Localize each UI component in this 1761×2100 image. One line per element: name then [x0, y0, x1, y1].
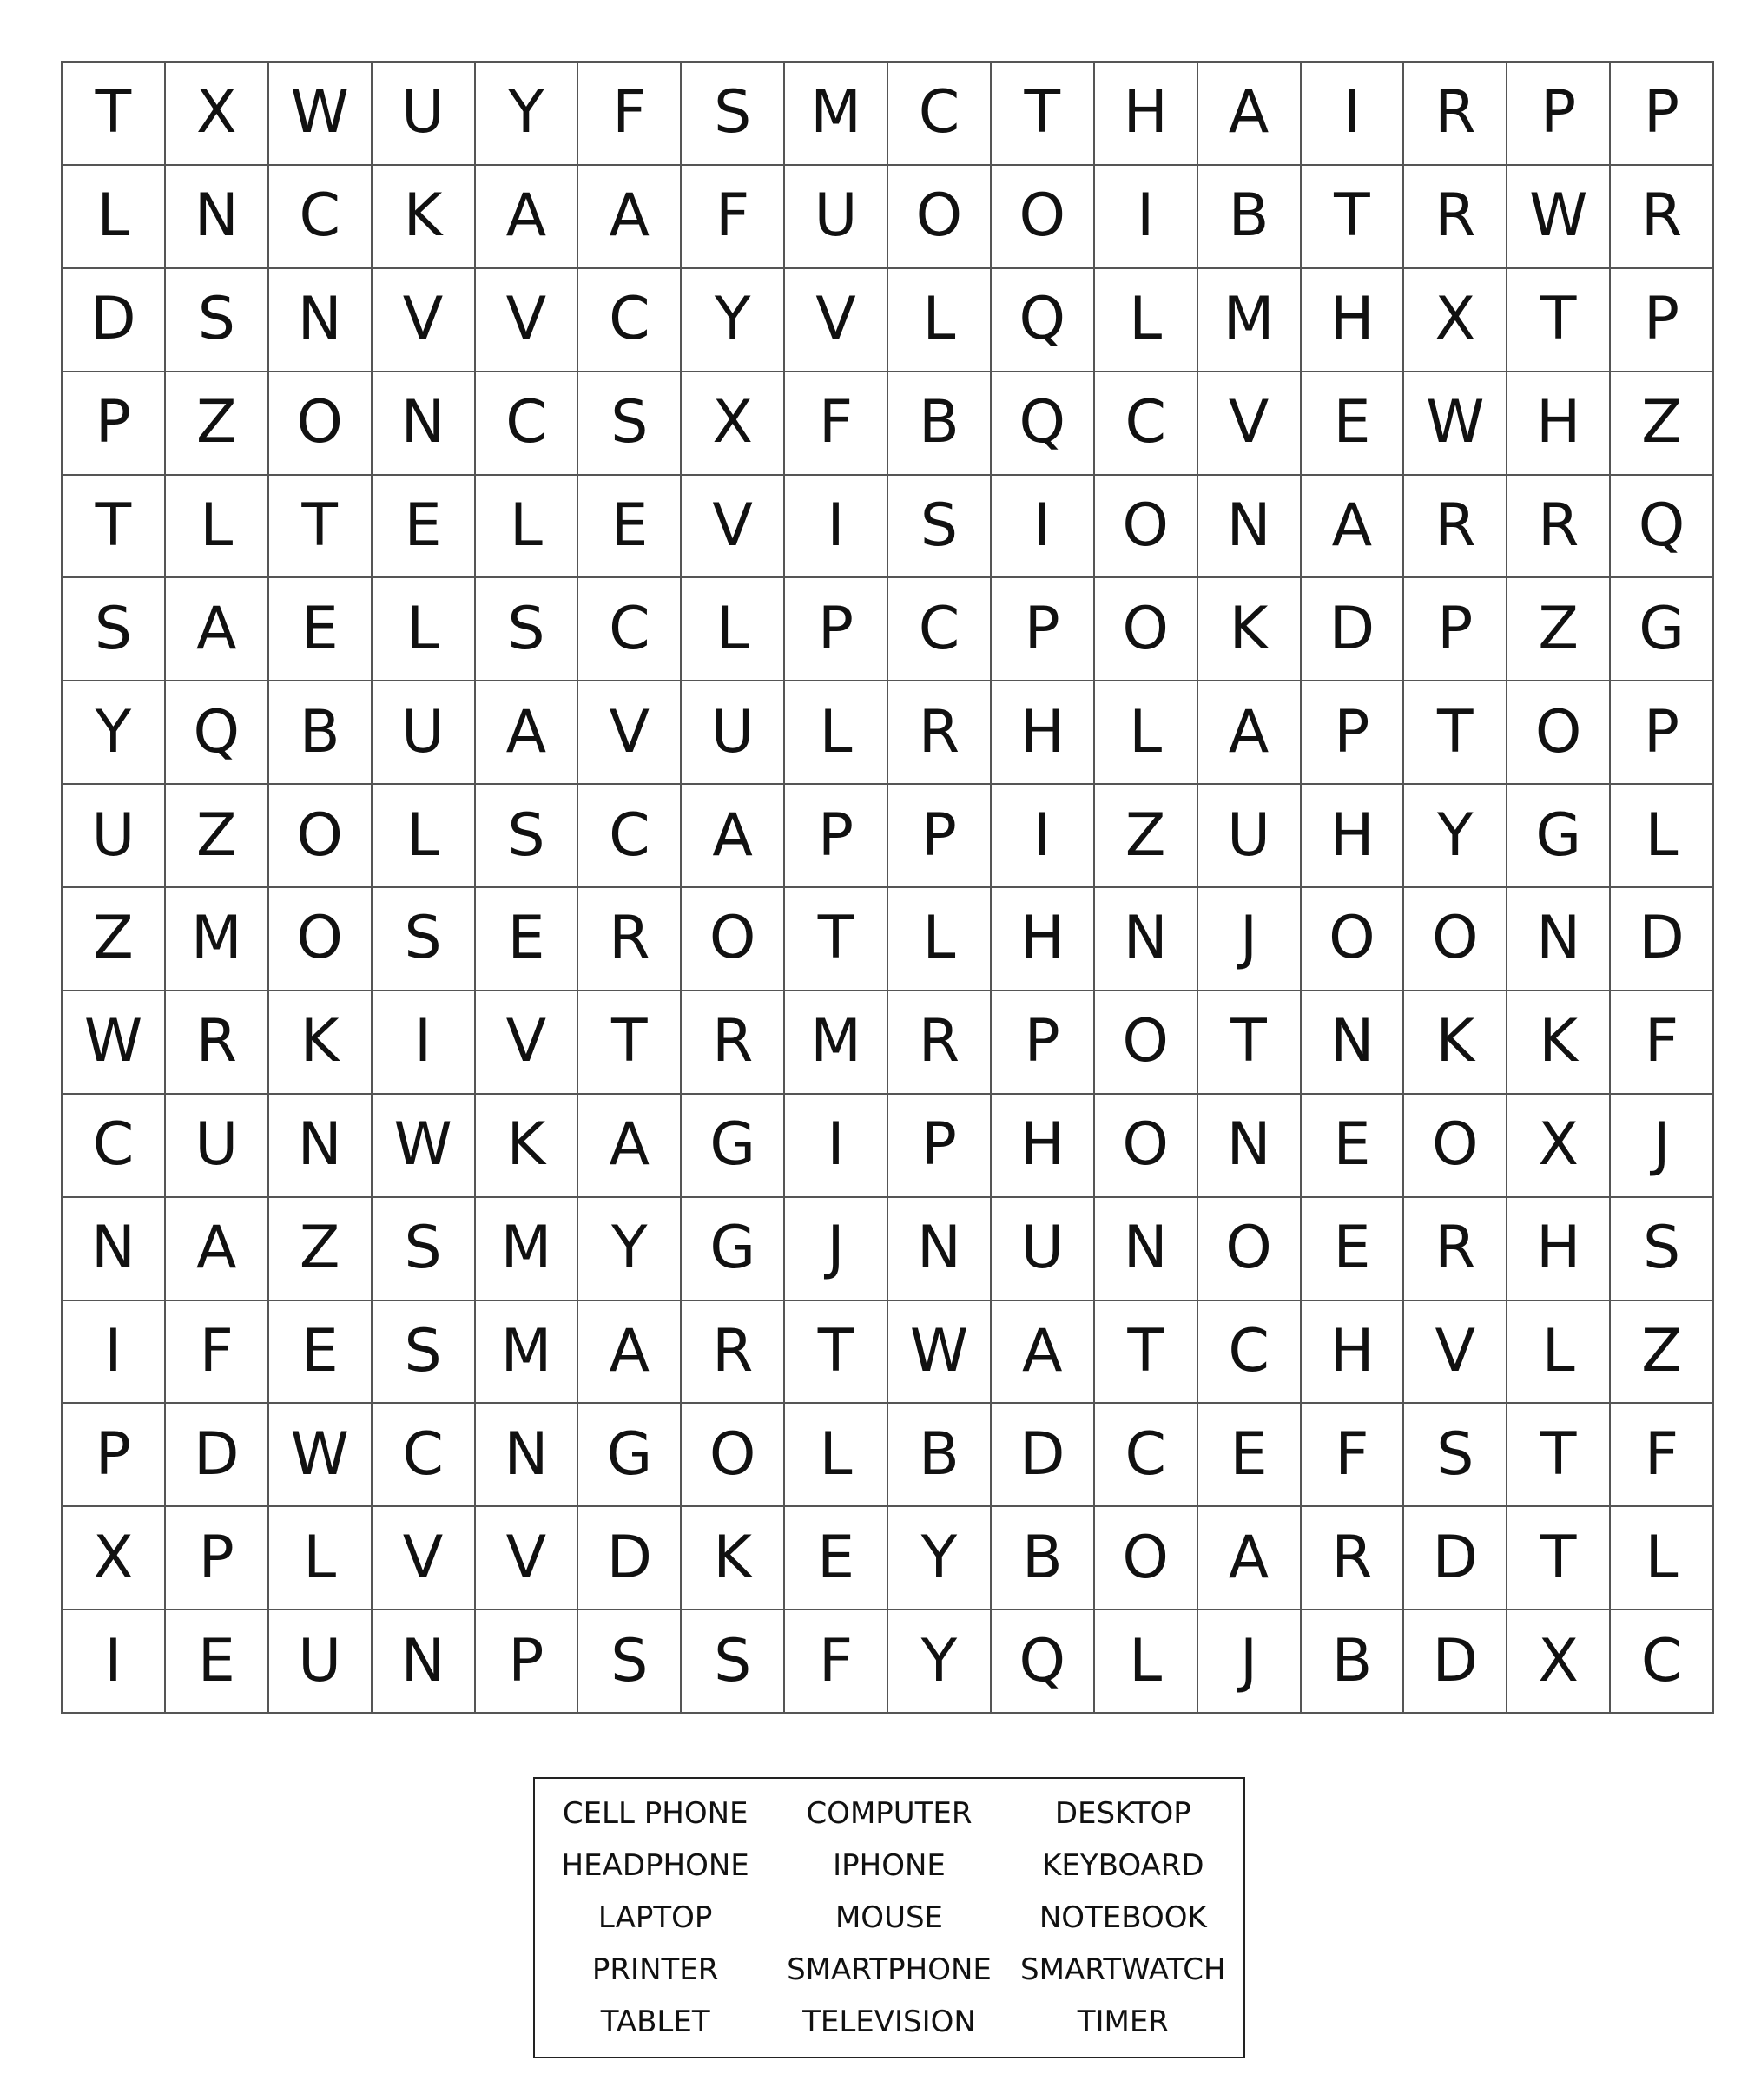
- grid-cell[interactable]: Y: [63, 681, 166, 785]
- grid-cell[interactable]: F: [1611, 991, 1714, 1095]
- grid-cell[interactable]: X: [1404, 269, 1507, 372]
- grid-cell[interactable]: X: [1507, 1610, 1611, 1714]
- grid-cell[interactable]: V: [1198, 372, 1302, 476]
- grid-cell[interactable]: Y: [1404, 785, 1507, 888]
- grid-cell[interactable]: T: [269, 476, 373, 579]
- grid-cell[interactable]: C: [578, 785, 682, 888]
- grid-cell[interactable]: I: [63, 1610, 166, 1714]
- grid-cell[interactable]: P: [888, 785, 992, 888]
- grid-cell[interactable]: Q: [166, 681, 269, 785]
- grid-cell[interactable]: U: [166, 1095, 269, 1198]
- grid-cell[interactable]: S: [166, 269, 269, 372]
- grid-cell[interactable]: E: [785, 1507, 888, 1610]
- grid-cell[interactable]: P: [1611, 681, 1714, 785]
- grid-cell[interactable]: A: [578, 1095, 682, 1198]
- grid-cell[interactable]: S: [578, 1610, 682, 1714]
- grid-cell[interactable]: O: [1095, 1507, 1198, 1610]
- grid-cell[interactable]: Y: [578, 1198, 682, 1301]
- word-bank-item: TELEVISION: [802, 2005, 976, 2039]
- grid-cell[interactable]: S: [476, 578, 579, 681]
- grid-cell[interactable]: Z: [1507, 578, 1611, 681]
- grid-cell[interactable]: G: [1507, 785, 1611, 888]
- grid-cell[interactable]: N: [1198, 1095, 1302, 1198]
- grid-cell[interactable]: T: [1198, 991, 1302, 1095]
- grid-cell[interactable]: D: [1404, 1507, 1507, 1610]
- grid-cell[interactable]: O: [1095, 578, 1198, 681]
- grid-cell[interactable]: T: [1507, 1404, 1611, 1507]
- grid-cell[interactable]: H: [1302, 1301, 1405, 1405]
- grid-cell[interactable]: U: [682, 681, 785, 785]
- grid-cell[interactable]: V: [785, 269, 888, 372]
- word-bank-item: DESKTOP: [1054, 1796, 1191, 1831]
- grid-cell[interactable]: M: [1198, 269, 1302, 372]
- grid-cell[interactable]: R: [682, 991, 785, 1095]
- grid-cell[interactable]: R: [888, 681, 992, 785]
- grid-cell[interactable]: X: [166, 63, 269, 166]
- grid-cell[interactable]: T: [785, 1301, 888, 1405]
- grid-cell[interactable]: B: [888, 372, 992, 476]
- word-bank-item: IPHONE: [833, 1848, 946, 1883]
- grid-cell[interactable]: E: [1198, 1404, 1302, 1507]
- grid-cell[interactable]: K: [476, 1095, 579, 1198]
- grid-cell[interactable]: D: [578, 1507, 682, 1610]
- grid-cell[interactable]: K: [1507, 991, 1611, 1095]
- grid-cell[interactable]: R: [166, 991, 269, 1095]
- grid-cell[interactable]: I: [373, 991, 476, 1095]
- grid-cell[interactable]: L: [785, 681, 888, 785]
- grid-cell[interactable]: E: [269, 1301, 373, 1405]
- word-bank-item: PRINTER: [591, 1952, 719, 1987]
- grid-cell[interactable]: C: [269, 166, 373, 269]
- grid-cell[interactable]: P: [166, 1507, 269, 1610]
- grid-cell[interactable]: V: [373, 269, 476, 372]
- grid-cell[interactable]: P: [1611, 269, 1714, 372]
- word-bank-item: NOTEBOOK: [1039, 1900, 1207, 1935]
- grid-cell[interactable]: J: [1198, 1610, 1302, 1714]
- grid-cell[interactable]: C: [63, 1095, 166, 1198]
- grid-cell[interactable]: S: [63, 578, 166, 681]
- grid-cell[interactable]: L: [785, 1404, 888, 1507]
- grid-cell[interactable]: N: [166, 166, 269, 269]
- grid-cell[interactable]: B: [992, 1507, 1095, 1610]
- grid-cell[interactable]: T: [1507, 1507, 1611, 1610]
- grid-cell[interactable]: H: [1095, 63, 1198, 166]
- grid-cell[interactable]: B: [1302, 1610, 1405, 1714]
- grid-cell[interactable]: S: [373, 1198, 476, 1301]
- grid-cell[interactable]: M: [785, 991, 888, 1095]
- grid-cell[interactable]: M: [166, 888, 269, 991]
- grid-cell[interactable]: V: [476, 1507, 579, 1610]
- grid-cell[interactable]: C: [373, 1404, 476, 1507]
- grid-cell[interactable]: N: [888, 1198, 992, 1301]
- grid-cell[interactable]: Y: [888, 1507, 992, 1610]
- grid-cell[interactable]: C: [476, 372, 579, 476]
- grid-cell[interactable]: B: [888, 1404, 992, 1507]
- grid-cell[interactable]: H: [1302, 785, 1405, 888]
- grid-cell[interactable]: P: [1404, 578, 1507, 681]
- grid-cell[interactable]: V: [682, 476, 785, 579]
- grid-cell[interactable]: X: [682, 372, 785, 476]
- grid-cell[interactable]: F: [578, 63, 682, 166]
- grid-cell[interactable]: I: [992, 785, 1095, 888]
- grid-cell[interactable]: L: [63, 166, 166, 269]
- grid-cell[interactable]: L: [682, 578, 785, 681]
- grid-cell[interactable]: W: [63, 991, 166, 1095]
- grid-cell[interactable]: E: [373, 476, 476, 579]
- grid-cell[interactable]: Q: [1611, 476, 1714, 579]
- grid-cell[interactable]: T: [992, 63, 1095, 166]
- grid-cell[interactable]: L: [1611, 785, 1714, 888]
- grid-cell[interactable]: S: [1611, 1198, 1714, 1301]
- grid-cell[interactable]: D: [1404, 1610, 1507, 1714]
- grid-cell[interactable]: Z: [1095, 785, 1198, 888]
- grid-cell[interactable]: A: [476, 681, 579, 785]
- grid-cell[interactable]: X: [1507, 1095, 1611, 1198]
- word-bank-item: MOUSE: [834, 1900, 944, 1935]
- grid-cell[interactable]: E: [1302, 1198, 1405, 1301]
- grid-cell[interactable]: Z: [1611, 372, 1714, 476]
- grid-cell[interactable]: O: [1095, 1095, 1198, 1198]
- grid-cell[interactable]: W: [269, 63, 373, 166]
- word-bank-item: CELL PHONE: [562, 1796, 749, 1831]
- grid-cell[interactable]: A: [166, 578, 269, 681]
- grid-cell[interactable]: P: [992, 991, 1095, 1095]
- word-bank-item: COMPUTER: [806, 1796, 973, 1831]
- grid-cell[interactable]: F: [682, 166, 785, 269]
- grid-cell[interactable]: O: [1404, 1095, 1507, 1198]
- grid-cell[interactable]: C: [1611, 1610, 1714, 1714]
- grid-cell[interactable]: O: [1095, 476, 1198, 579]
- word-bank-item: KEYBOARD: [1042, 1848, 1204, 1883]
- grid-cell[interactable]: I: [785, 1095, 888, 1198]
- grid-cell[interactable]: M: [476, 1301, 579, 1405]
- letter-grid: [61, 61, 1714, 1714]
- grid-cell[interactable]: A: [1198, 1507, 1302, 1610]
- grid-cell[interactable]: N: [1507, 888, 1611, 991]
- grid-cell[interactable]: L: [1095, 269, 1198, 372]
- grid-cell[interactable]: U: [63, 785, 166, 888]
- grid-cell[interactable]: Z: [166, 372, 269, 476]
- grid-cell[interactable]: S: [373, 888, 476, 991]
- grid-cell[interactable]: N: [1095, 888, 1198, 991]
- grid-cell[interactable]: U: [1198, 785, 1302, 888]
- grid-cell[interactable]: N: [269, 1095, 373, 1198]
- grid-cell[interactable]: V: [373, 1507, 476, 1610]
- grid-cell[interactable]: O: [1302, 888, 1405, 991]
- grid-cell[interactable]: F: [785, 1610, 888, 1714]
- grid-cell[interactable]: N: [373, 1610, 476, 1714]
- grid-cell[interactable]: P: [1302, 681, 1405, 785]
- grid-cell[interactable]: H: [992, 681, 1095, 785]
- grid-cell[interactable]: P: [1611, 63, 1714, 166]
- grid-cell[interactable]: R: [1507, 476, 1611, 579]
- grid-cell[interactable]: R: [1404, 166, 1507, 269]
- grid-cell[interactable]: H: [1302, 269, 1405, 372]
- grid-cell[interactable]: J: [1611, 1095, 1714, 1198]
- grid-cell[interactable]: L: [1507, 1301, 1611, 1405]
- grid-cell[interactable]: J: [1198, 888, 1302, 991]
- grid-cell[interactable]: S: [476, 785, 579, 888]
- grid-cell[interactable]: H: [992, 888, 1095, 991]
- grid-cell[interactable]: L: [373, 785, 476, 888]
- grid-cell[interactable]: T: [63, 63, 166, 166]
- grid-cell[interactable]: N: [476, 1404, 579, 1507]
- grid-cell[interactable]: W: [1507, 166, 1611, 269]
- grid-cell[interactable]: P: [1507, 63, 1611, 166]
- grid-cell[interactable]: A: [1198, 63, 1302, 166]
- grid-cell[interactable]: A: [1198, 681, 1302, 785]
- grid-cell[interactable]: A: [578, 1301, 682, 1405]
- grid-cell[interactable]: D: [166, 1404, 269, 1507]
- grid-cell[interactable]: Z: [63, 888, 166, 991]
- grid-cell[interactable]: E: [269, 578, 373, 681]
- grid-cell[interactable]: L: [269, 1507, 373, 1610]
- grid-cell[interactable]: H: [992, 1095, 1095, 1198]
- grid-cell[interactable]: Z: [269, 1198, 373, 1301]
- grid-cell[interactable]: O: [1507, 681, 1611, 785]
- grid-cell[interactable]: N: [269, 269, 373, 372]
- grid-cell[interactable]: C: [1198, 1301, 1302, 1405]
- grid-cell[interactable]: A: [992, 1301, 1095, 1405]
- grid-cell[interactable]: X: [63, 1507, 166, 1610]
- grid-cell[interactable]: O: [269, 888, 373, 991]
- word-bank-item: TABLET: [600, 2005, 710, 2039]
- grid-cell[interactable]: W: [373, 1095, 476, 1198]
- grid-cell[interactable]: O: [269, 372, 373, 476]
- grid-cell[interactable]: O: [682, 888, 785, 991]
- grid-cell[interactable]: A: [1302, 476, 1405, 579]
- grid-cell[interactable]: K: [1404, 991, 1507, 1095]
- grid-cell[interactable]: F: [166, 1301, 269, 1405]
- grid-cell[interactable]: B: [269, 681, 373, 785]
- grid-cell[interactable]: A: [476, 166, 579, 269]
- grid-cell[interactable]: R: [682, 1301, 785, 1405]
- grid-cell[interactable]: Y: [888, 1610, 992, 1714]
- grid-cell[interactable]: T: [1095, 1301, 1198, 1405]
- grid-cell[interactable]: D: [992, 1404, 1095, 1507]
- grid-cell[interactable]: Y: [682, 269, 785, 372]
- word-bank-item: LAPTOP: [597, 1900, 713, 1935]
- grid-cell[interactable]: A: [166, 1198, 269, 1301]
- grid-cell[interactable]: Z: [166, 785, 269, 888]
- grid-cell[interactable]: L: [1611, 1507, 1714, 1610]
- grid-cell[interactable]: N: [373, 372, 476, 476]
- grid-cell[interactable]: L: [888, 269, 992, 372]
- grid-cell[interactable]: Q: [992, 269, 1095, 372]
- grid-cell[interactable]: L: [888, 888, 992, 991]
- grid-cell[interactable]: E: [578, 476, 682, 579]
- grid-cell[interactable]: S: [888, 476, 992, 579]
- grid-cell[interactable]: W: [269, 1404, 373, 1507]
- grid-cell[interactable]: L: [476, 476, 579, 579]
- grid-cell[interactable]: L: [373, 578, 476, 681]
- grid-cell[interactable]: O: [1095, 991, 1198, 1095]
- grid-cell[interactable]: U: [269, 1610, 373, 1714]
- grid-cell[interactable]: O: [269, 785, 373, 888]
- grid-cell[interactable]: I: [1095, 166, 1198, 269]
- grid-cell[interactable]: S: [1404, 1404, 1507, 1507]
- grid-cell[interactable]: P: [992, 578, 1095, 681]
- grid-cell[interactable]: D: [1302, 578, 1405, 681]
- grid-cell[interactable]: P: [785, 785, 888, 888]
- grid-cell[interactable]: K: [269, 991, 373, 1095]
- grid-cell[interactable]: N: [1095, 1198, 1198, 1301]
- grid-cell[interactable]: F: [1302, 1404, 1405, 1507]
- grid-cell[interactable]: O: [682, 1404, 785, 1507]
- grid-cell[interactable]: P: [63, 372, 166, 476]
- grid-cell[interactable]: K: [373, 166, 476, 269]
- grid-cell[interactable]: A: [682, 785, 785, 888]
- grid-cell[interactable]: H: [1507, 372, 1611, 476]
- grid-cell[interactable]: T: [1302, 166, 1405, 269]
- grid-cell[interactable]: E: [1302, 372, 1405, 476]
- grid-cell[interactable]: G: [682, 1198, 785, 1301]
- grid-cell[interactable]: N: [1302, 991, 1405, 1095]
- grid-cell[interactable]: D: [63, 269, 166, 372]
- grid-cell[interactable]: T: [1507, 269, 1611, 372]
- grid-cell[interactable]: I: [785, 476, 888, 579]
- grid-cell[interactable]: P: [476, 1610, 579, 1714]
- word-bank-item: TIMER: [1077, 2005, 1169, 2039]
- grid-cell[interactable]: E: [166, 1610, 269, 1714]
- grid-cell[interactable]: W: [888, 1301, 992, 1405]
- grid-cell[interactable]: R: [888, 991, 992, 1095]
- grid-cell[interactable]: C: [1095, 372, 1198, 476]
- grid-cell[interactable]: N: [1198, 476, 1302, 579]
- grid-cell[interactable]: F: [1611, 1404, 1714, 1507]
- grid-cell[interactable]: T: [785, 888, 888, 991]
- grid-cell[interactable]: K: [682, 1507, 785, 1610]
- grid-cell[interactable]: Q: [992, 1610, 1095, 1714]
- grid-cell[interactable]: U: [785, 166, 888, 269]
- grid-cell[interactable]: L: [166, 476, 269, 579]
- grid-cell[interactable]: C: [578, 578, 682, 681]
- grid-cell[interactable]: T: [63, 476, 166, 579]
- grid-cell[interactable]: S: [682, 63, 785, 166]
- grid-cell[interactable]: R: [1611, 166, 1714, 269]
- grid-cell[interactable]: G: [1611, 578, 1714, 681]
- grid-cell[interactable]: S: [578, 372, 682, 476]
- grid-cell[interactable]: D: [1611, 888, 1714, 991]
- grid-cell[interactable]: B: [1198, 166, 1302, 269]
- grid-cell[interactable]: U: [992, 1198, 1095, 1301]
- grid-cell[interactable]: S: [682, 1610, 785, 1714]
- grid-cell[interactable]: P: [785, 578, 888, 681]
- grid-cell[interactable]: R: [1404, 63, 1507, 166]
- grid-cell[interactable]: T: [1404, 681, 1507, 785]
- grid-cell[interactable]: G: [682, 1095, 785, 1198]
- grid-cell[interactable]: U: [373, 63, 476, 166]
- grid-cell[interactable]: L: [1095, 1610, 1198, 1714]
- grid-cell[interactable]: G: [578, 1404, 682, 1507]
- grid-cell[interactable]: K: [1198, 578, 1302, 681]
- grid-cell[interactable]: I: [1302, 63, 1405, 166]
- grid-cell[interactable]: Y: [476, 63, 579, 166]
- grid-cell[interactable]: A: [578, 166, 682, 269]
- grid-cell[interactable]: J: [785, 1198, 888, 1301]
- grid-cell[interactable]: C: [888, 63, 992, 166]
- grid-cell[interactable]: V: [578, 681, 682, 785]
- grid-cell[interactable]: P: [888, 1095, 992, 1198]
- grid-cell[interactable]: P: [63, 1404, 166, 1507]
- grid-cell[interactable]: U: [373, 681, 476, 785]
- grid-cell[interactable]: O: [992, 166, 1095, 269]
- grid-cell[interactable]: E: [1302, 1095, 1405, 1198]
- grid-cell[interactable]: T: [578, 991, 682, 1095]
- grid-cell[interactable]: Z: [1611, 1301, 1714, 1405]
- word-bank-item: SMARTWATCH: [1020, 1952, 1226, 1987]
- word-bank: [533, 1777, 1245, 2058]
- grid-cell[interactable]: O: [1198, 1198, 1302, 1301]
- grid-cell[interactable]: V: [476, 269, 579, 372]
- word-bank-item: HEADPHONE: [561, 1848, 749, 1883]
- grid-cell[interactable]: F: [785, 372, 888, 476]
- grid-cell[interactable]: O: [888, 166, 992, 269]
- grid-cell[interactable]: E: [476, 888, 579, 991]
- grid-cell[interactable]: R: [578, 888, 682, 991]
- grid-cell[interactable]: I: [992, 476, 1095, 579]
- grid-cell[interactable]: M: [785, 63, 888, 166]
- grid-cell[interactable]: W: [1404, 372, 1507, 476]
- grid-cell[interactable]: V: [1404, 1301, 1507, 1405]
- grid-cell[interactable]: C: [888, 578, 992, 681]
- grid-cell[interactable]: H: [1507, 1198, 1611, 1301]
- grid-cell[interactable]: Q: [992, 372, 1095, 476]
- grid-cell[interactable]: S: [373, 1301, 476, 1405]
- grid-cell[interactable]: R: [1404, 1198, 1507, 1301]
- grid-cell[interactable]: N: [63, 1198, 166, 1301]
- grid-cell[interactable]: R: [1302, 1507, 1405, 1610]
- grid-cell[interactable]: M: [476, 1198, 579, 1301]
- grid-cell[interactable]: R: [1404, 476, 1507, 579]
- grid-cell[interactable]: O: [1404, 888, 1507, 991]
- grid-cell[interactable]: L: [1095, 681, 1198, 785]
- grid-cell[interactable]: C: [578, 269, 682, 372]
- grid-cell[interactable]: V: [476, 991, 579, 1095]
- grid-cell[interactable]: C: [1095, 1404, 1198, 1507]
- grid-cell[interactable]: I: [63, 1301, 166, 1405]
- word-bank-item: SMARTPHONE: [787, 1952, 992, 1987]
